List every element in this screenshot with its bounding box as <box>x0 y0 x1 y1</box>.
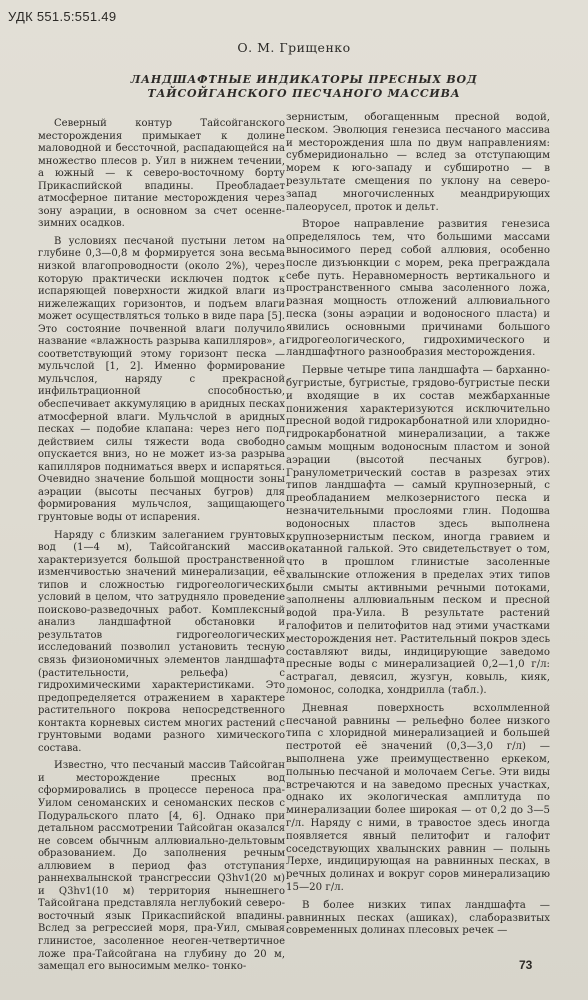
paragraph: В более низких типах ландшафта — равнинных песках (ашиках), слаборазвитых современных долинах плесовых речек — <box>286 899 550 937</box>
paragraph: Второе направление развития генезиса определялось тем, что большими массами выносимого перед собой аллювия, особенно после дизъюнкции с морем, река преграждала себе путь. Неравномерность вертикального и пространственного смыва засоленного ложа, разная мощность отложений аллювиального песка (зоны аэрации и водоносного пласта) и явились основными причинами большого гидрогеологического, гидрохимического и ландшафтного разнообразия месторождения. <box>286 219 550 359</box>
udk-code: УДК 551.5:551.49 <box>8 9 117 24</box>
paragraph: Северный контур Тайсойганского месторождения примыкает к долине маловодной и бессточной, распадающейся на множество плесов р. Уил в нижнем течении, а южный — к северо-восточному борту Прикаспийской впадины. Преобладает атмосферное питание месторождения через зону аэрации, в основном за счет осенне-зимних осадков. <box>38 118 285 230</box>
article-title: ЛАНДШАФТНЫЕ ИНДИКАТОРЫ ПРЕСНЫХ ВОД ТАЙСОЙГАНСКОГО ПЕСЧАНОГО МАССИВА <box>130 73 478 100</box>
paragraph: Наряду с близким залеганием грунтовых вод (1—4 м), Тайсойганский массив характеризуется большой пространственной изменчивостью значений минерализации, её типов и сложностью гидрогеологических условий в целом, что затрудняло проведение поисково-разведочных работ. Комплексный анализ ландшафтной обстановки и результатов гидрогеологических исследований позволил установить тесную связь физиономичных элементов ландшафта (растительности, рельефа) с гидрохимическими характеристиками. Это предопределяется отражением в характере растительного покрова непосредственного контакта корневых систем многих растений с грунтовыми водами разного химического состава. <box>38 529 285 754</box>
paragraph: Дневная поверхность всхолмленной песчаной равнины — рельефно более низкого типа с хлоридной минерализацией и большей пестротой её значений (0,3—3,0 г/л) — выполнена уже преимущественно еркеком, полынью песчаной и молочаем Сегье. Эти виды встречаются и на заведомо пресных участках, однако их экологическая амплитуда по минерализации более широкая — от 0,2 до 3—5 г/л. Наряду с ними, в травостое здесь иногда появляется явный пелитофит и галофит соседствующих хвалынских равнин — полынь Лерхе, индицирующая на равнинных песках, в речных долинах и вокруг соров минерализацию 15—20 г/л. <box>286 702 550 894</box>
right-column <box>286 112 550 943</box>
page-number: 73 <box>519 958 533 972</box>
author-name: О. М. Грищенко <box>237 40 351 55</box>
paragraph: Известно, что песчаный массив Тайсойган и месторождение пресных вод сформировались в процессе переноса пра-Уилом сеноманских и сеноманских песков с Подуральского плато [4, 6]. Однако при детальном рассмотрении Тайсойган оказался не совсем обычным аллювиально-дельтовым образованием. До заполнения речным аллювием в период фаз отступания раннехвалынской трансгрессии Q3hv1(20 м) и Q3hv1(10 м) территория нынешнего Тайсойгана представляла неглубокий северо-восточный язык Прикаспийской впадины. Вслед за регрессией моря, пра-Уил, смывая глинистое, засоленное неоген-четвертичное ложе пра-Тайсойгана на глубину до 20 м, замещал его выносимым мелко- тонко- <box>38 760 285 973</box>
paragraph: В условиях песчаной пустыни летом на глубине 0,3—0,8 м формируется зона весьма низкой влагопроводности (около 2%), через которую практически исключен подток к испаряющей поверхности жидкой влаги из нижележащих горизонтов, и подъем влаги может осуществляться только в виде пара [5]. Это состояние почвенной влаги получило название «влажность разрыва капилляров», а соответствующий этому горизонт песка — мульчслой [1, 2]. Именно формирование мульчслоя, наряду с прекрасной инфильтрационной способностью, обеспечивает аккумуляцию в аридных песках атмосферной влаги. Мульчслой в аридных песках — подобие клапана: через него под действием силы тяжести вода свободно опускается вниз, но не может из-за разрыва капилляров подниматься вверх и испаряться. Очевидно значение большой мощности зоны аэрации (высоты песчаных бугров) для формирования мульчслоя, защищающего грунтовые воды от испарения. <box>38 235 285 523</box>
paragraph: зернистым, обогащенным пресной водой, песком. Эволюция генезиса песчаного массива и месторождения шла по двум направлениям: субмеридионально — вслед за отступающим морем к юго-западу и субширотно — в результате смещения по уклону на северо-запад многочисленных меандрирующих палеорусел, проток и дельт. <box>286 112 550 213</box>
paragraph: Первые четыре типа ландшафта — барханно-бугристые, бугристые, грядово-бугристые пески и входящие в их состав межбарханные понижения характеризуются исключительно пресной водой гидрокарбонатной или хлоридно-гидрокарбонатной минерализации, а также самым мощным водоносным пластом и зоной аэрации (высотой песчаных бугров). Гранулометрический состав в разрезах этих типов ландшафта — самый крупнозерный, с преобладанием мелкозернистого песка и незначительными прослоями глин. Подошва водоносных пластов здесь выполнена крупнозернистым песком, иногда гравием и окатанной галькой. Это свидетельствует о том, что в прошлом глинистые засоленные хвалынские отложения в пределах этих типов были смыты активными речными потоками, заполнены аллювиальным песком и пресной водой пра-Уила. В результате растений галофитов и пелитофитов над этими участками месторождения нет. Растительный покров здесь составляют виды, индицирующие заведомо пресные воды с минерализацией 0,2—1,0 г/л: астрагал, девясил, жузгун, ковыль, кияк, ломонос, солодка, хондрилла (табл.). <box>286 365 550 697</box>
left-column <box>38 118 285 979</box>
